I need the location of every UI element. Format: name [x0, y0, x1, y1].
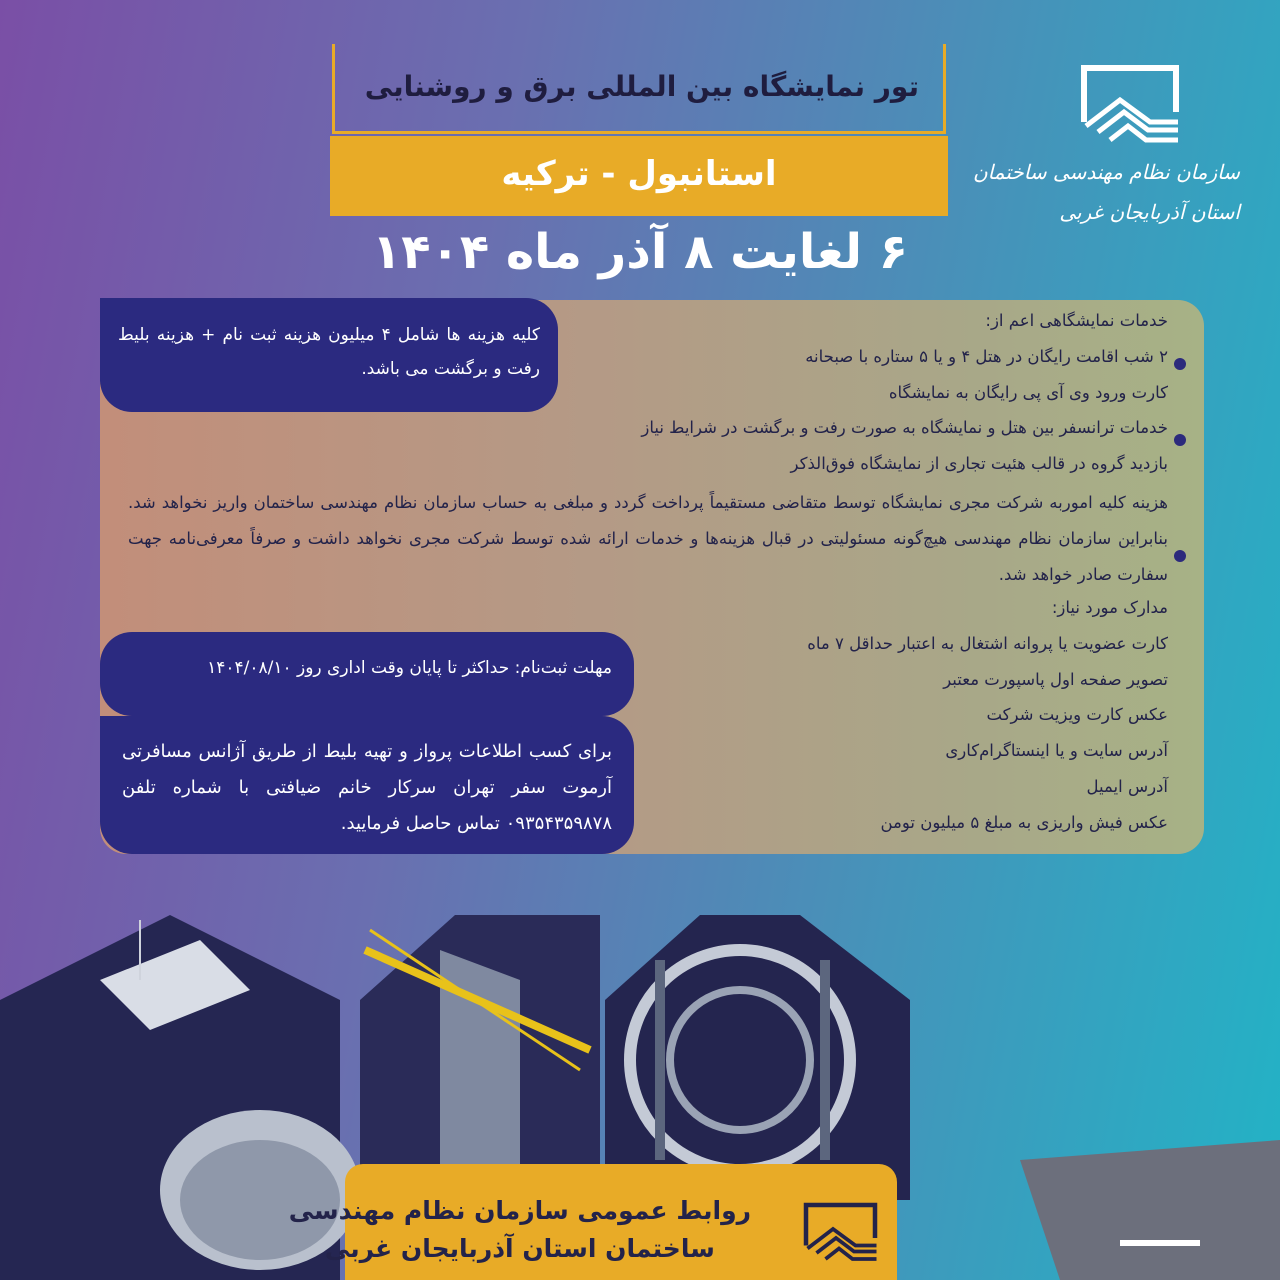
list-item: کارت ورود وی آی پی رایگان به نمایشگاه — [888, 382, 1168, 402]
footer-banner — [288, 1164, 897, 1280]
building-roof-logo-icon — [803, 1202, 881, 1262]
list-item: عکس کارت ویزیت شرکت — [986, 705, 1168, 725]
org-name-line2: استان آذربایجان غربی — [1059, 200, 1240, 224]
title-frame — [332, 44, 946, 134]
footer-line2: ساختمان استان آذربایجان غربی — [324, 1234, 715, 1263]
footer-line1: روابط عمومی سازمان نظام مهندسی — [288, 1196, 751, 1225]
deadline-text: مهلت ثبت‌نام: حداکثر تا پایان وقت اداری روز ۱۴۰۴/۰۸/۱۰ — [207, 658, 612, 678]
event-dates: ۶ لغایت ۸ آذر ماه ۱۴۰۴ — [371, 224, 909, 280]
footer-title — [289, 1192, 751, 1268]
contact-callout — [100, 716, 634, 854]
org-name-line1: سازمان نظام مهندسی ساختمان — [972, 160, 1240, 184]
list-item: آدرس ایمیل — [1086, 776, 1168, 796]
bullet-icon — [1174, 550, 1186, 562]
fees-callout — [100, 298, 558, 412]
list-item: عکس فیش واریزی به مبلغ ۵ میلیون تومن — [880, 812, 1168, 832]
list-item: تصویر صفحه اول پاسپورت معتبر — [943, 669, 1168, 689]
list-item: آدرس سایت و یا اینستاگرام‌کاری — [945, 741, 1168, 761]
bullet-icon — [1174, 358, 1186, 370]
fees-text: کلیه هزینه ها شامل ۴ میلیون هزینه ثبت نام + هزینه بلیط رفت و برگشت می باشد. — [118, 325, 540, 379]
list-item: مدارک مورد نیاز: — [1051, 597, 1168, 617]
contact-text: برای کسب اطلاعات پرواز و تهیه بلیط از طریق آژانس مسافرتی آرموت سفر تهران سرکار خانم ضیافتی با شماره تلفن ۰۹۳۵۴۳۵۹۸۷۸ تماس حاصل فرمایید. — [122, 741, 612, 834]
building-roof-logo-icon — [1080, 64, 1184, 144]
bullet-icon — [1174, 434, 1186, 446]
list-item: خدمات ترانسفر بین هتل و نمایشگاه به صورت رفت و برگشت در شرایط نیاز — [641, 418, 1168, 438]
list-item: بازدید گروه در قالب هئیت تجاری از نمایشگاه فوق‌الذکر — [790, 454, 1168, 474]
list-item: کارت عضویت یا پروانه اشتغال به اعتبار حداقل ۷ ماه — [807, 633, 1168, 653]
list-item: خدمات نمایشگاهی اعم از: — [985, 311, 1168, 330]
deadline-callout — [100, 632, 634, 716]
city-banner — [330, 136, 948, 216]
event-title: تور نمایشگاه بین المللی برق و روشنایی — [364, 70, 919, 103]
city-label: استانبول - ترکیه — [501, 154, 777, 194]
list-item: ۲ شب اقامت رایگان در هتل ۴ و یا ۵ ستاره با صبحانه — [805, 346, 1168, 366]
list-item-disclaimer: هزینه کلیه اموربه شرکت مجری نمایشگاه توسط متقاضی مستقیماً پرداخت گردد و مبلغی به حساب سازمان نظام مهندسی ساختمان واریز نخواهد شد. بنابراین سازمان نظام مهندسی هیچ‌گونه مسئولیتی در قبال هزینه‌ها و خدمات ارائه شده توسط شرکت مجری نخواهد داشت و صرفاً معرفی‌نامه جهت سفارت صادر خواهد شد. — [128, 492, 1168, 584]
